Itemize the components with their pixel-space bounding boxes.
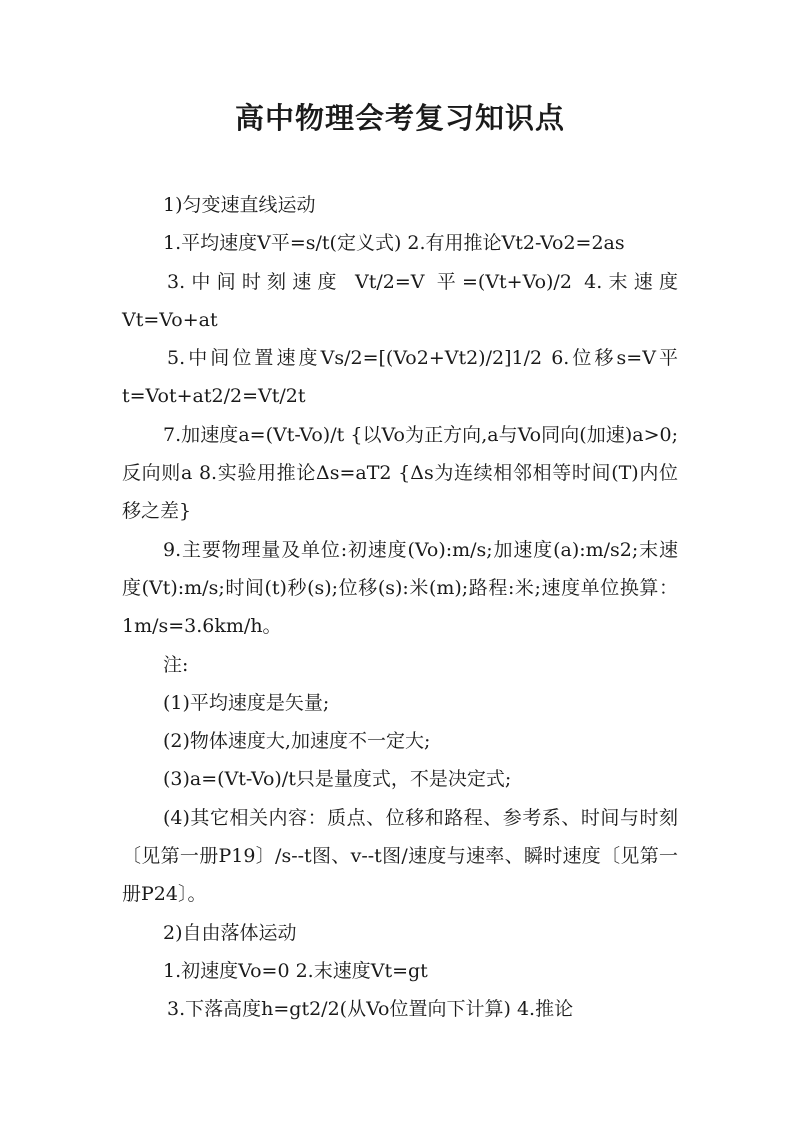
paragraph-average-velocity: 1.平均速度V平=s/t(定义式) 2.有用推论Vt2-Vo2=2as: [163, 232, 625, 255]
paragraph-free-fall-height: 3.下落高度h=gt2/2(从Vo位置向下计算) 4.推论: [167, 998, 574, 1021]
paragraph-note-3: (3)a=(Vt-Vo)/t只是量度式，不是决定式;: [163, 768, 512, 791]
document-title: 高中物理会考复习知识点: [234, 101, 565, 135]
paragraph-midposition-velocity: 5.中间位置速度Vs/2=[(Vo2+Vt2)/2]1/2 6.位移s=V平t=Vot+at2/2=Vt/2t: [122, 347, 678, 408]
paragraph-midtime-velocity: 3.中间时刻速度 Vt/2=V 平=(Vt+Vo)/2 4.末速度Vt=Vo+at: [122, 270, 678, 331]
paragraph-quantities-units: 9.主要物理量及单位:初速度(Vo):m/s;加速度(a):m/s2;末速度(Vt):m/s;时间(t)秒(s);位移(s):米(m);路程:米;速度单位换算：1m/s=3.6km/h。: [122, 538, 678, 638]
paragraph-note-1: (1)平均速度是矢量;: [163, 691, 330, 714]
document-body: [122, 186, 678, 1029]
paragraph-note-heading: 注:: [163, 653, 189, 676]
paragraph-note-4: (4)其它相关内容：质点、位移和路程、参考系、时间与时刻〔见第一册P19〕/s--t图、v--t图/速度与速率、瞬时速度〔见第一册P24〕。: [122, 806, 678, 906]
section-heading-uniform-acceleration: 1)匀变速直线运动: [163, 194, 316, 216]
paragraph-acceleration: 7.加速度a=(Vt-Vo)/t {以Vo为正方向,a与Vo同向(加速)a>0;反向则a 8.实验用推论Δs=aT2 {Δs为连续相邻相等时间(T)内位移之差}: [122, 423, 678, 523]
section-heading-free-fall: 2)自由落体运动: [163, 921, 297, 944]
paragraph-free-fall-velocity: 1.初速度Vo=0 2.末速度Vt=gt: [163, 959, 428, 982]
paragraph-note-2: (2)物体速度大,加速度不一定大;: [163, 730, 431, 753]
